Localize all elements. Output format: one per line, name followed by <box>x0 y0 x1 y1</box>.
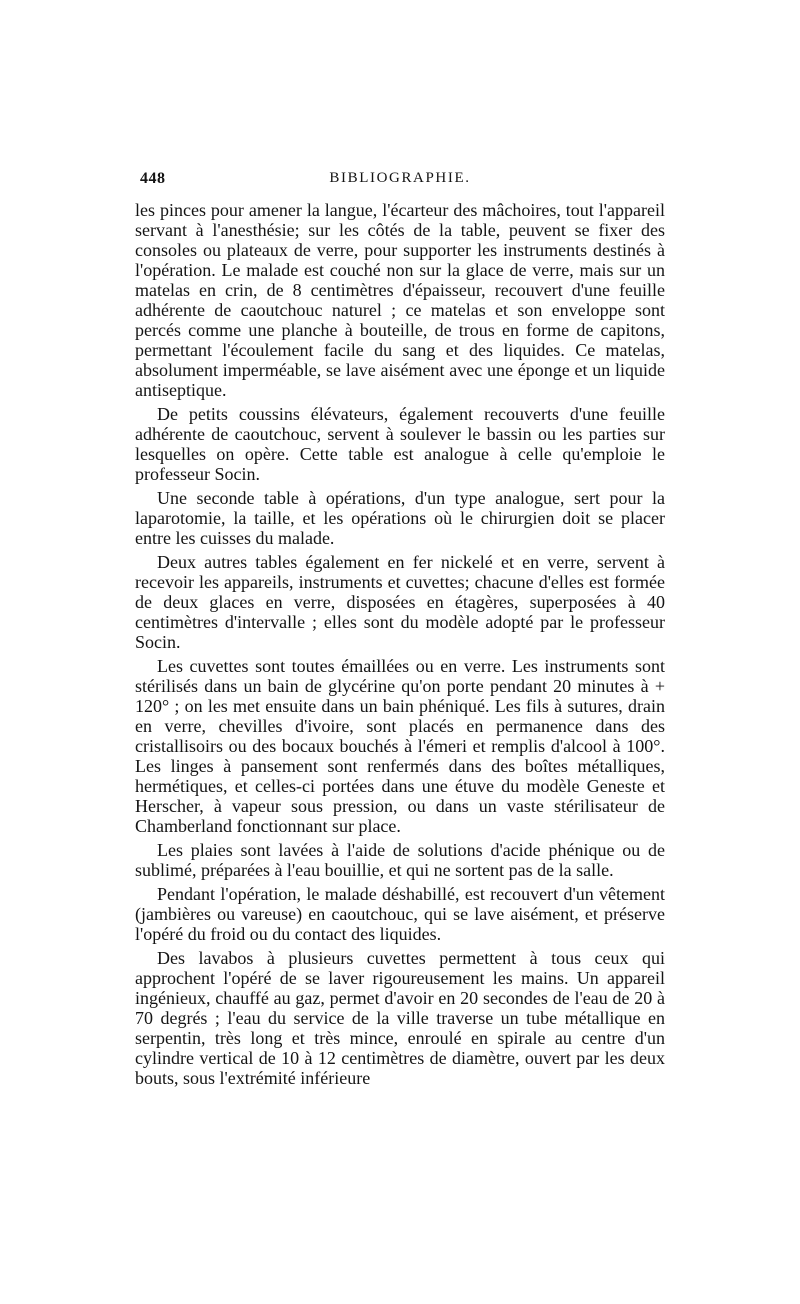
book-page <box>135 170 665 1092</box>
paragraph-coussins: De petits coussins élévateurs, également recouverts d'une feuille adhérente de caoutchouc, servent à soulever le bassin ou les parties sur lesquelles on opère. Cette table est analogue à celle qu'emploie le professeur Socin. <box>135 404 665 484</box>
page-number: 448 <box>140 170 166 187</box>
paragraph-seconde-table: Une seconde table à opérations, d'un type analogue, sert pour la laparotomie, la taille, et les opérations où le chirurgien doit se placer entre les cuisses du malade. <box>135 488 665 548</box>
body-text <box>135 200 665 1088</box>
paragraph-autres-tables: Deux autres tables également en fer nickelé et en verre, servent à recevoir les appareils, instruments et cuvettes; chacune d'elles est formée de deux glaces en verre, disposées en étagères, superposées à 40 centimètres d'intervalle ; elles sont du modèle adopté par le professeur Socin. <box>135 552 665 652</box>
running-title: BIBLIOGRAPHIE. <box>329 170 471 186</box>
paragraph-operation: Pendant l'opération, le malade déshabillé, est recouvert d'un vêtement (jambières ou vareuse) en caoutchouc, qui se lave aisément, et préserve l'opéré du froid ou du contact des liquides. <box>135 884 665 944</box>
paragraph-plaies: Les plaies sont lavées à l'aide de solutions d'acide phénique ou de sublimé, préparées à l'eau bouillie, et qui ne sortent pas de la salle. <box>135 840 665 880</box>
paragraph-lavabos: Des lavabos à plusieurs cuvettes permettent à tous ceux qui approchent l'opéré de se laver rigoureusement les mains. Un appareil ingénieux, chauffé au gaz, permet d'avoir en 20 secondes de l'eau de 20 à 70 degrés ; l'eau du service de la ville traverse un tube métallique en serpentin, très long et très mince, enroulé en spirale au centre d'un cylindre vertical de 10 à 12 centimètres de diamètre, ouvert par les deux bouts, sous l'extrémité inférieure <box>135 948 665 1088</box>
running-head <box>135 170 665 194</box>
paragraph-cuvettes: Les cuvettes sont toutes émaillées ou en verre. Les instruments sont stérilisés dans un bain de glycérine qu'on porte pendant 20 minutes à + 120° ; on les met ensuite dans un bain phéniqué. Les fils à sutures, drain en verre, chevilles d'ivoire, sont placés en permanence dans des cristallisoirs ou des bocaux bouchés à l'émeri et remplis d'alcool à 100°. Les linges à pansement sont renfermés dans des boîtes métalliques, hermétiques, et celles-ci portées dans une étuve du modèle Geneste et Herscher, à vapeur sous pression, ou dans un vaste stérilisateur de Chamberland fonctionnant sur place. <box>135 656 665 836</box>
paragraph-continuation: les pinces pour amener la langue, l'écarteur des mâchoires, tout l'appareil servant à l'anesthésie; sur les côtés de la table, peuvent se fixer des consoles ou plateaux de verre, pour supporter les instruments destinés à l'opération. Le malade est couché non sur la glace de verre, mais sur un matelas en crin, de 8 centimètres d'épaisseur, recouvert d'une feuille adhérente de caoutchouc naturel ; ce matelas et son enveloppe sont percés comme une planche à bouteille, de trous en forme de capitons, permettant l'écoulement facile du sang et des liquides. Ce matelas, absolument imperméable, se lave aisément avec une éponge et un liquide antiseptique. <box>135 200 665 400</box>
